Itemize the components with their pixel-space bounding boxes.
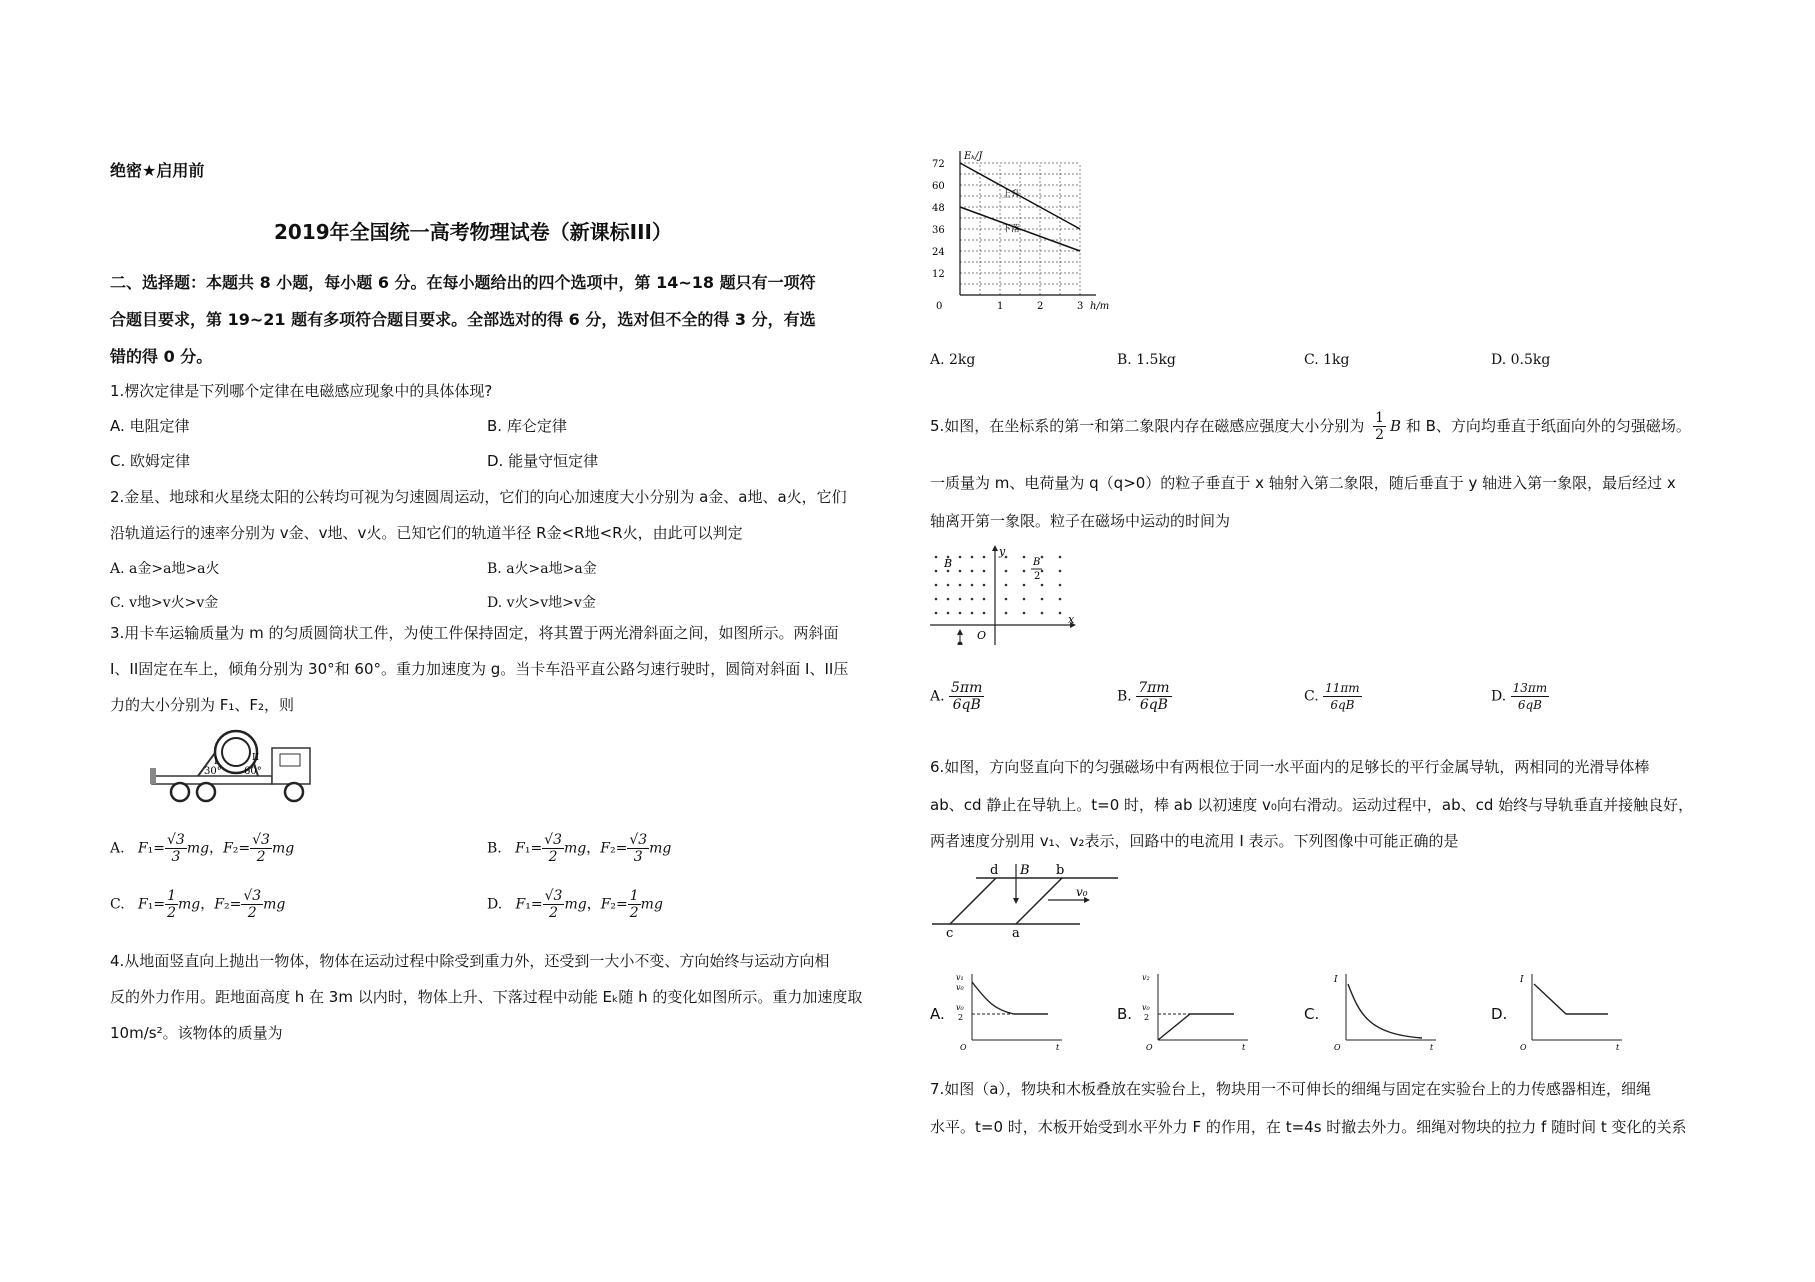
q3-line3: 力的大小分别为 F₁、F₂，则 <box>110 696 295 714</box>
svg-text:O: O <box>1146 1043 1153 1050</box>
y-tick-label: 60 <box>932 181 945 192</box>
q5-option-d: D. $\frac{13\pi m}{6qB}$ <box>1491 681 1548 712</box>
field-dot <box>1059 556 1062 559</box>
q7-line2: 水平。t=0 时，木板开始受到水平外力 F 的作用，在 t=4s 时撤去外力。细绳对物块的拉力 f 随时间 t 变化的关系 <box>930 1118 1687 1136</box>
field-dot <box>935 570 938 573</box>
q4-line2: 反的外力作用。距地面高度 h 在 3m 以内时，物体上升、下落过程中动能 Eₖ随 h 的变化如图所示。重力加速度取 <box>110 988 863 1006</box>
field-dot <box>983 584 986 587</box>
field-dot <box>983 612 986 615</box>
field-dot <box>1059 584 1062 587</box>
x-axis-label: h/m <box>1090 301 1110 312</box>
q2-line2: 沿轨道运行的速率分别为 v金、v地、v火。已知它们的轨道半径 R金<R地<R火，由此可以判定 <box>110 524 743 542</box>
field-dot <box>959 556 962 559</box>
q5-line1: 5.如图，在坐标系的第一和第二象限内存在磁感应强度大小分别为 $\frac{1}{2}$ B 和 B、方向均垂直于纸面向外的匀强磁场。 <box>930 410 1691 443</box>
q1-stem: 1.楞次定律是下列哪个定律在电磁感应现象中的具体体现? <box>110 382 493 400</box>
fig-x-label: x <box>1068 613 1075 626</box>
x-tick-label: 0 <box>936 301 943 312</box>
y-tick-label: 36 <box>932 225 945 236</box>
x-tick-label: 1 <box>997 301 1004 312</box>
svg-text:v₀: v₀ <box>956 1003 964 1012</box>
q4-option-a: A. 2kg <box>930 352 976 368</box>
q3-option-d: D. F₁= $\frac{√3}{2}$ mg，F₂= $\frac{1}{2}$ mg <box>487 888 663 921</box>
q2-option-d: D. v火>v地>v金 <box>487 595 596 611</box>
fig-rod-d: d <box>990 863 999 878</box>
q6-graph-d <box>1512 970 1632 1050</box>
q3-option-b: B. F₁= $\frac{√3}{2}$ mg，F₂= $\frac{√3}{3}$ mg <box>487 832 672 865</box>
fig-v0: v₀ <box>1076 885 1088 899</box>
section-instructions-line1: 二、选择题：本题共 8 小题，每小题 6 分。在每小题给出的四个选项中，第 14~18 题只有一项符 <box>110 273 816 292</box>
fig-angle-60: 60° <box>244 766 262 777</box>
field-dot <box>947 570 950 573</box>
svg-text:2: 2 <box>1144 1013 1150 1022</box>
q3-line2: I、II固定在车上，倾角分别为 30°和 60°。重力加速度为 g。当卡车沿平直公路匀速行驶时，圆筒对斜面 I、II压 <box>110 660 849 678</box>
magnetic-field-figure <box>930 545 1080 645</box>
fig-rod-c: c <box>946 926 954 938</box>
field-dot <box>959 584 962 587</box>
field-dot <box>1005 612 1008 615</box>
q1-option-b: B. 库仑定律 <box>487 417 567 435</box>
truck-figure <box>148 728 328 816</box>
field-dot <box>935 598 938 601</box>
q6-option-a-label: A. <box>930 1005 945 1023</box>
field-dot <box>1005 584 1008 587</box>
field-dot <box>971 556 974 559</box>
field-dot <box>1023 612 1026 615</box>
q1-option-d: D. 能量守恒定律 <box>487 452 599 470</box>
field-dot <box>1041 556 1044 559</box>
q6-option-d-label: D. <box>1491 1005 1508 1023</box>
y-tick-label: 12 <box>932 269 945 280</box>
y-tick-label: 72 <box>932 159 945 170</box>
q6-option-b-label: B. <box>1117 1005 1133 1023</box>
y-axis-label: Eₖ/J <box>964 151 983 162</box>
field-dot <box>935 556 938 559</box>
q4-option-c: C. 1kg <box>1304 352 1350 368</box>
svg-text:I: I <box>1334 975 1338 985</box>
q5-option-c: C. $\frac{11\pi m}{6qB}$ <box>1304 681 1360 712</box>
fig-origin-label: O <box>977 629 987 642</box>
field-dot <box>1041 612 1044 615</box>
field-dot <box>947 612 950 615</box>
fig-rod-b: b <box>1056 863 1065 878</box>
fig-label-II: II <box>252 753 260 763</box>
field-dot <box>1041 598 1044 601</box>
y-tick-label: 48 <box>932 203 945 214</box>
series-label: 下落 <box>1002 224 1021 235</box>
x-tick-label: 3 <box>1077 301 1084 312</box>
ek-h-chart <box>930 145 1110 315</box>
fig-label-I: I <box>214 757 218 767</box>
q1-option-a: A. 电阻定律 <box>110 417 190 435</box>
y-tick-label: 24 <box>932 247 945 258</box>
field-dot <box>1005 598 1008 601</box>
field-dot <box>1059 570 1062 573</box>
q3-option-a: A. F₁= $\frac{√3}{3}$ mg，F₂= $\frac{√3}{2}$ mg <box>110 832 295 865</box>
q4-option-b: B. 1.5kg <box>1117 352 1176 368</box>
field-dot <box>1023 584 1026 587</box>
q5-option-a: A. $\frac{5\pi m}{6qB}$ <box>930 680 983 713</box>
series-label: 上升 <box>1002 190 1021 200</box>
q5-line3: 轴离开第一象限。粒子在磁场中运动的时间为 <box>930 512 1231 530</box>
svg-text:v₀: v₀ <box>956 983 964 992</box>
secret-label: 绝密★启用前 <box>110 161 205 180</box>
svg-text:t: t <box>1242 1043 1246 1050</box>
q2-option-b: B. a火>a地>a金 <box>487 561 597 577</box>
field-dot <box>1023 556 1026 559</box>
field-dot <box>983 598 986 601</box>
svg-text:t: t <box>1616 1043 1620 1050</box>
fig-rod-a: a <box>1012 926 1020 938</box>
q6-graph-a <box>952 970 1072 1050</box>
field-dot <box>959 598 962 601</box>
field-dot <box>971 598 974 601</box>
field-dot <box>1059 612 1062 615</box>
x-tick-label: 2 <box>1037 301 1044 312</box>
q5-option-b: B. $\frac{7\pi m}{6qB}$ <box>1117 680 1170 713</box>
svg-text:O: O <box>960 1043 967 1050</box>
field-dot <box>959 612 962 615</box>
field-dot <box>935 612 938 615</box>
svg-text:v₂: v₂ <box>1142 973 1150 982</box>
fig-halfB-den: 2 <box>1034 571 1041 582</box>
q3-option-c: C. F₁= $\frac{1}{2}$ mg，F₂= $\frac{√3}{2}$ mg <box>110 888 286 921</box>
field-dot <box>959 570 962 573</box>
field-dot <box>971 612 974 615</box>
q2-option-c: C. v地>v火>v金 <box>110 595 219 611</box>
field-dot <box>1023 598 1026 601</box>
q4-line1: 4.从地面竖直向上抛出一物体，物体在运动过程中除受到重力外，还受到一大小不变、方向始终与运动方向相 <box>110 952 830 970</box>
fig-halfB-label: B <box>1033 557 1041 568</box>
q6-line2: ab、cd 静止在导轨上。t=0 时，棒 ab 以初速度 v₀向右滑动。运动过程中，ab、cd 始终与导轨垂直并接触良好， <box>930 796 1694 814</box>
q6-line1: 6.如图，方向竖直向下的匀强磁场中有两根位于同一水平面内的足够长的平行金属导轨，两相同的光滑导体棒 <box>930 758 1650 776</box>
svg-text:t: t <box>1430 1043 1434 1050</box>
q5-line2: 一质量为 m、电荷量为 q（q>0）的粒子垂直于 x 轴射入第二象限，随后垂直于 y 轴进入第一象限，最后经过 x <box>930 474 1676 492</box>
field-dot <box>947 598 950 601</box>
fig-field-B: B <box>1020 863 1030 878</box>
field-dot <box>1059 598 1062 601</box>
q2-option-a: A. a金>a地>a火 <box>110 561 220 577</box>
svg-text:O: O <box>1334 1043 1341 1050</box>
q4-line3: 10m/s²。该物体的质量为 <box>110 1024 283 1042</box>
svg-text:v₁: v₁ <box>956 973 964 982</box>
svg-text:O: O <box>1520 1043 1527 1050</box>
field-dot <box>1041 584 1044 587</box>
svg-text:t: t <box>1056 1043 1060 1050</box>
svg-text:v₀: v₀ <box>1142 1003 1150 1012</box>
q6-option-c-label: C. <box>1304 1005 1320 1023</box>
field-dot <box>983 556 986 559</box>
q1-option-c: C. 欧姆定律 <box>110 452 191 470</box>
q3-line1: 3.用卡车运输质量为 m 的匀质圆筒状工件，为使工件保持固定，将其置于两光滑斜面之间，如图所示。两斜面 <box>110 624 839 642</box>
q7-line1: 7.如图（a），物块和木板叠放在实验台上，物块用一不可伸长的细绳与固定在实验台上的力传感器相连，细绳 <box>930 1080 1652 1098</box>
field-dot <box>935 584 938 587</box>
q4-option-d: D. 0.5kg <box>1491 352 1551 368</box>
fig-y-label: y <box>999 545 1006 558</box>
field-dot <box>947 584 950 587</box>
section-instructions-line2: 合题目要求，第 19~21 题有多项符合题目要求。全部选对的得 6 分，选对但不全的得 3 分，有选 <box>110 310 816 329</box>
q6-graph-c <box>1326 970 1446 1050</box>
rails-figure <box>930 860 1130 938</box>
q6-graph-b <box>1138 970 1258 1050</box>
field-dot <box>1023 570 1026 573</box>
field-dot <box>1041 570 1044 573</box>
fig-B-label: B <box>944 557 953 570</box>
page-title: 2019年全国统一高考物理试卷（新课标III） <box>274 220 672 244</box>
field-dot <box>971 584 974 587</box>
q2-line1: 2.金星、地球和火星绕太阳的公转均可视为匀速圆周运动，它们的向心加速度大小分别为 a金、a地、a火，它们 <box>110 488 847 506</box>
svg-text:I: I <box>1520 975 1524 985</box>
field-dot <box>971 570 974 573</box>
q6-line3: 两者速度分别用 v₁、v₂表示，回路中的电流用 I 表示。下列图像中可能正确的是 <box>930 832 1459 850</box>
field-dot <box>1005 570 1008 573</box>
fig-angle-30: 30° <box>204 766 222 777</box>
svg-text:2: 2 <box>958 1013 964 1022</box>
section-instructions-line3: 错的得 0 分。 <box>110 347 213 366</box>
field-dot <box>983 570 986 573</box>
